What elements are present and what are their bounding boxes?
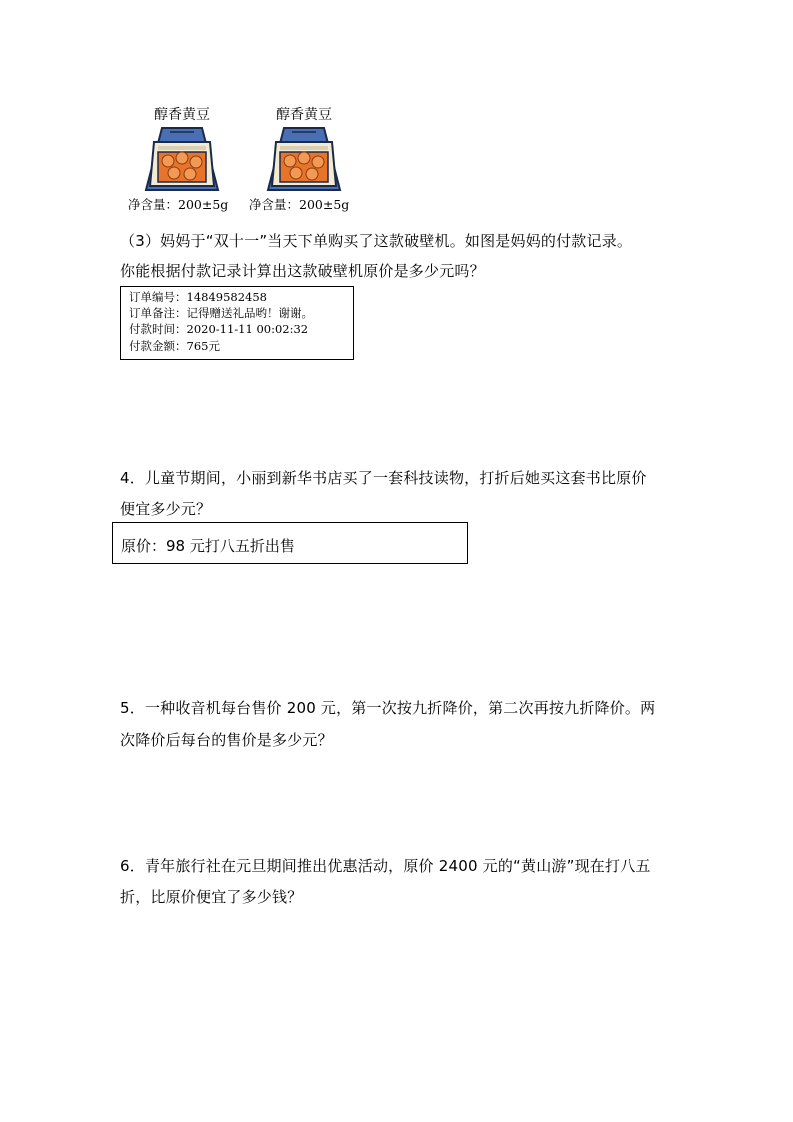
- order-note: 订单备注：记得赠送礼品哟！谢谢。: [129, 306, 313, 320]
- product-title-1: 醇香黄豆: [154, 107, 210, 123]
- question-6-line-2: 折，比原价便宜了多少钱？: [120, 888, 303, 906]
- question-5-line-2: 次降价后每台的售价是多少元？: [120, 731, 333, 749]
- original-price-text: 原价：98 元打八五折出售: [121, 537, 295, 555]
- payment-amount: 付款金额：765元: [129, 339, 220, 353]
- question-4-line-1: 4．儿童节期间，小丽到新华书店买了一套科技读物，打折后她买这套书比原价: [120, 469, 647, 487]
- original-price-box: [112, 522, 468, 564]
- soybean-bag-icon: [140, 124, 224, 196]
- payment-record-box: [120, 286, 354, 360]
- payment-time: 付款时间：2020-11-11 00:02:32: [129, 322, 309, 336]
- soybean-bag-icon: [262, 124, 346, 196]
- question-6-line-1: 6．青年旅行社在元旦期间推出优惠活动，原价 2400 元的“黄山游”现在打八五: [120, 857, 651, 875]
- question-3-line-2: 你能根据付款记录计算出这款破壁机原价是多少元吗？: [120, 262, 485, 280]
- product-title-2: 醇香黄豆: [276, 107, 332, 123]
- question-4-line-2: 便宜多少元？: [120, 500, 212, 518]
- net-weight-label-2: 净含量：200±5g: [249, 197, 350, 212]
- question-3-line-1: （3）妈妈于“双十一”当天下单购买了这款破壁机。如图是妈妈的付款记录。: [120, 232, 633, 250]
- order-number: 订单编号：14849582458: [129, 290, 267, 304]
- net-weight-label-1: 净含量：200±5g: [128, 197, 229, 212]
- question-5-line-1: 5．一种收音机每台售价 200 元，第一次按九折降价，第二次再按九折降价。两: [120, 699, 656, 717]
